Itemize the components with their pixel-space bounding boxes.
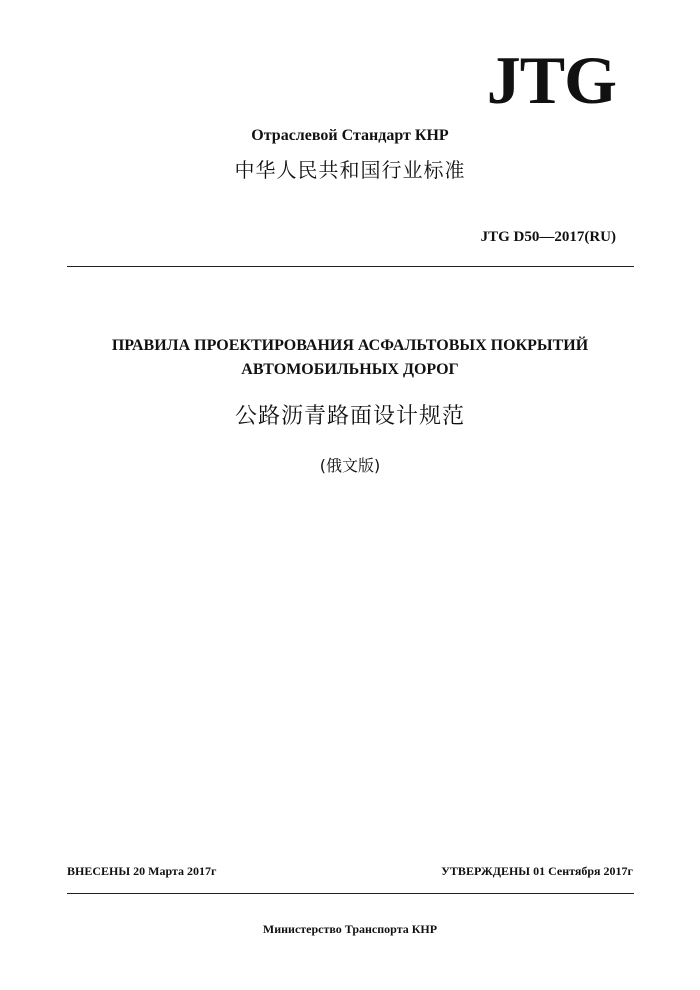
edition-label: (俄文版) [319, 456, 381, 475]
document-title-chinese: 公路沥青路面设计规范 [234, 404, 465, 429]
approved-date: УТВЕРЖДЕНЫ 01 Сентября 2017г [441, 864, 633, 878]
publisher: Министерство Транспорта КНР [262, 922, 438, 936]
document-title-russian-line2: АВТОМОБИЛЬНЫХ ДОРОГ [241, 361, 459, 378]
standard-title-russian: Отраслевой Стандарт КНР [251, 127, 449, 144]
bottom-divider [67, 893, 634, 894]
issued-date: ВНЕСЕНЫ 20 Марта 2017г [67, 864, 217, 878]
jtg-logo: JTG [486, 42, 616, 118]
document-title-russian [0, 334, 700, 382]
standard-title-chinese: 中华人民共和国行业标准 [234, 158, 466, 182]
top-divider [67, 266, 634, 267]
document-title-russian-line1: ПРАВИЛА ПРОЕКТИРОВАНИЯ АСФАЛЬТОВЫХ ПОКРЫТИЙ [111, 337, 589, 354]
standard-code: JTG D50—2017(RU) [480, 229, 616, 245]
